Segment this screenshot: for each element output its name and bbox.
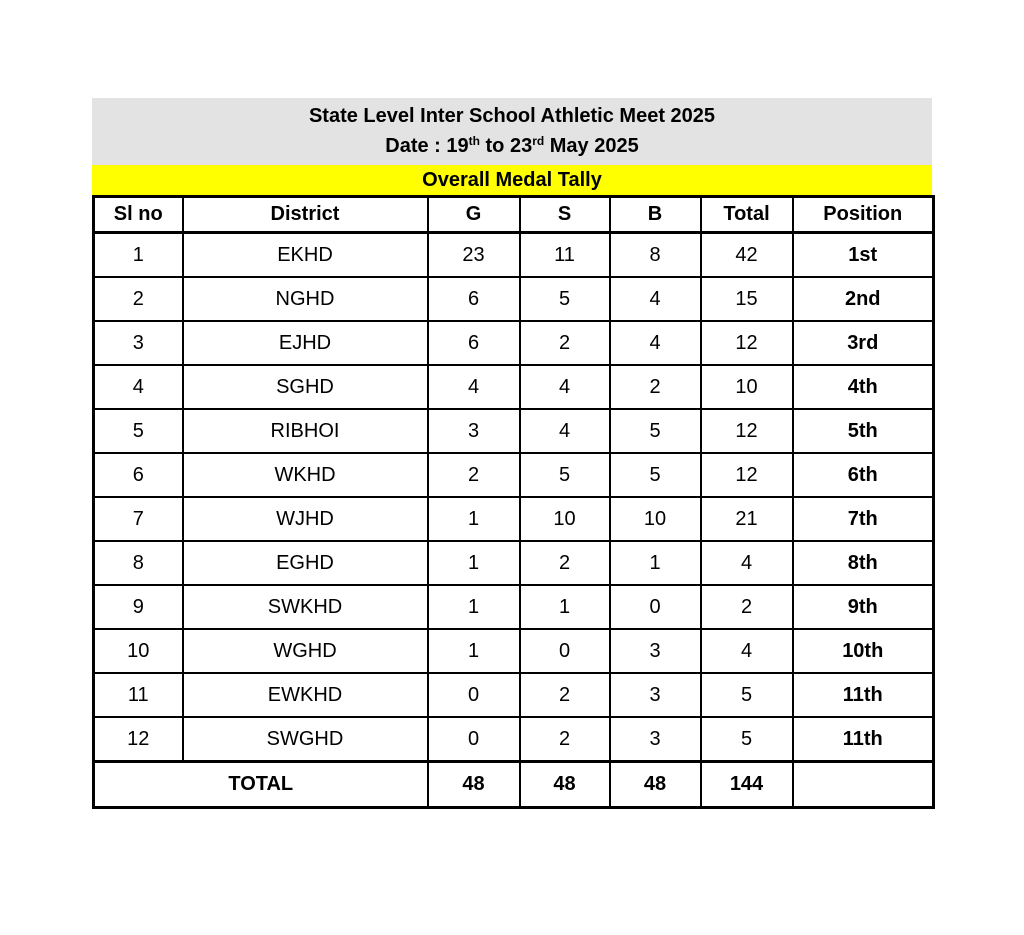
cell-total: 5: [701, 717, 793, 762]
table-header: [94, 197, 934, 233]
cell-bronze: 5: [610, 409, 701, 453]
cell-district: RIBHOI: [183, 409, 428, 453]
title-block: [92, 98, 932, 165]
total-row: [94, 762, 934, 808]
cell-silver: 2: [520, 673, 610, 717]
cell-bronze: 3: [610, 717, 701, 762]
cell-district: EWKHD: [183, 673, 428, 717]
cell-silver: 10: [520, 497, 610, 541]
table-row: [94, 629, 934, 673]
cell-district: SGHD: [183, 365, 428, 409]
event-date: [92, 131, 932, 161]
cell-district: WGHD: [183, 629, 428, 673]
cell-position: 9th: [793, 585, 934, 629]
cell-silver: 5: [520, 277, 610, 321]
cell-position: 1st: [793, 233, 934, 278]
cell-district: EGHD: [183, 541, 428, 585]
cell-district: WJHD: [183, 497, 428, 541]
cell-total: 5: [701, 673, 793, 717]
cell-gold: 2: [428, 453, 520, 497]
table-row: [94, 717, 934, 762]
date-sup-start: th: [468, 133, 480, 148]
cell-sl-no: 1: [94, 233, 183, 278]
cell-district: EKHD: [183, 233, 428, 278]
cell-sl-no: 4: [94, 365, 183, 409]
cell-gold: 6: [428, 277, 520, 321]
cell-sl-no: 6: [94, 453, 183, 497]
cell-bronze: 0: [610, 585, 701, 629]
cell-total: 12: [701, 453, 793, 497]
header-row: [94, 197, 934, 233]
cell-sl-no: 10: [94, 629, 183, 673]
column-header-position: Position: [793, 197, 934, 233]
cell-silver: 2: [520, 321, 610, 365]
cell-silver: 0: [520, 629, 610, 673]
cell-sl-no: 2: [94, 277, 183, 321]
cell-position: 2nd: [793, 277, 934, 321]
cell-sl-no: 7: [94, 497, 183, 541]
medal-table: [92, 195, 935, 809]
date-sup-end: rd: [532, 133, 545, 148]
cell-sl-no: 8: [94, 541, 183, 585]
cell-silver: 4: [520, 409, 610, 453]
column-header-sl-no: Sl no: [94, 197, 183, 233]
cell-position: 8th: [793, 541, 934, 585]
cell-total: 10: [701, 365, 793, 409]
cell-gold: 1: [428, 585, 520, 629]
cell-total: 2: [701, 585, 793, 629]
cell-sl-no: 9: [94, 585, 183, 629]
cell-position: 3rd: [793, 321, 934, 365]
cell-bronze: 10: [610, 497, 701, 541]
cell-position: 6th: [793, 453, 934, 497]
cell-total: 12: [701, 409, 793, 453]
cell-position: 11th: [793, 717, 934, 762]
column-header-district: District: [183, 197, 428, 233]
total-label: TOTAL: [94, 762, 428, 808]
cell-gold: 4: [428, 365, 520, 409]
cell-district: SWGHD: [183, 717, 428, 762]
cell-total: 42: [701, 233, 793, 278]
cell-bronze: 4: [610, 277, 701, 321]
column-header-gold: G: [428, 197, 520, 233]
table-row: [94, 321, 934, 365]
cell-silver: 2: [520, 541, 610, 585]
cell-district: NGHD: [183, 277, 428, 321]
cell-position: 7th: [793, 497, 934, 541]
cell-gold: 3: [428, 409, 520, 453]
column-header-silver: S: [520, 197, 610, 233]
cell-position: 5th: [793, 409, 934, 453]
cell-district: EJHD: [183, 321, 428, 365]
cell-bronze: 5: [610, 453, 701, 497]
cell-district: WKHD: [183, 453, 428, 497]
cell-gold: 0: [428, 673, 520, 717]
cell-bronze: 2: [610, 365, 701, 409]
cell-gold: 1: [428, 497, 520, 541]
cell-silver: 4: [520, 365, 610, 409]
table-row: [94, 497, 934, 541]
cell-position: 11th: [793, 673, 934, 717]
table-row: [94, 233, 934, 278]
total-medals: 144: [701, 762, 793, 808]
cell-bronze: 8: [610, 233, 701, 278]
cell-gold: 1: [428, 629, 520, 673]
cell-gold: 23: [428, 233, 520, 278]
table-row: [94, 277, 934, 321]
event-title: State Level Inter School Athletic Meet 2025: [308, 105, 716, 127]
cell-gold: 0: [428, 717, 520, 762]
column-header-total: Total: [701, 197, 793, 233]
column-header-bronze: B: [610, 197, 701, 233]
cell-position: 10th: [793, 629, 934, 673]
cell-district: SWKHD: [183, 585, 428, 629]
cell-position: 4th: [793, 365, 934, 409]
date-mid: to 23: [479, 135, 533, 157]
cell-bronze: 1: [610, 541, 701, 585]
cell-total: 15: [701, 277, 793, 321]
cell-silver: 5: [520, 453, 610, 497]
table-row: [94, 409, 934, 453]
cell-bronze: 3: [610, 629, 701, 673]
medal-tally-sheet: [92, 98, 932, 809]
total-gold: 48: [428, 762, 520, 808]
table-row: [94, 365, 934, 409]
table-row: [94, 541, 934, 585]
cell-gold: 6: [428, 321, 520, 365]
cell-total: 4: [701, 541, 793, 585]
total-silver: 48: [520, 762, 610, 808]
cell-sl-no: 11: [94, 673, 183, 717]
cell-silver: 2: [520, 717, 610, 762]
total-bronze: 48: [610, 762, 701, 808]
cell-bronze: 4: [610, 321, 701, 365]
table-row: [94, 673, 934, 717]
cell-sl-no: 12: [94, 717, 183, 762]
table-footer: [94, 762, 934, 808]
table-body: [94, 233, 934, 762]
cell-gold: 1: [428, 541, 520, 585]
cell-total: 21: [701, 497, 793, 541]
cell-silver: 11: [520, 233, 610, 278]
total-position: [793, 762, 934, 808]
cell-total: 12: [701, 321, 793, 365]
date-suffix: May 2025: [544, 135, 639, 157]
table-row: [94, 585, 934, 629]
table-row: [94, 453, 934, 497]
cell-sl-no: 5: [94, 409, 183, 453]
cell-silver: 1: [520, 585, 610, 629]
medal-tally-banner: Overall Medal Tally: [92, 165, 932, 195]
cell-bronze: 3: [610, 673, 701, 717]
date-prefix: Date : 19: [385, 135, 469, 157]
cell-total: 4: [701, 629, 793, 673]
cell-sl-no: 3: [94, 321, 183, 365]
